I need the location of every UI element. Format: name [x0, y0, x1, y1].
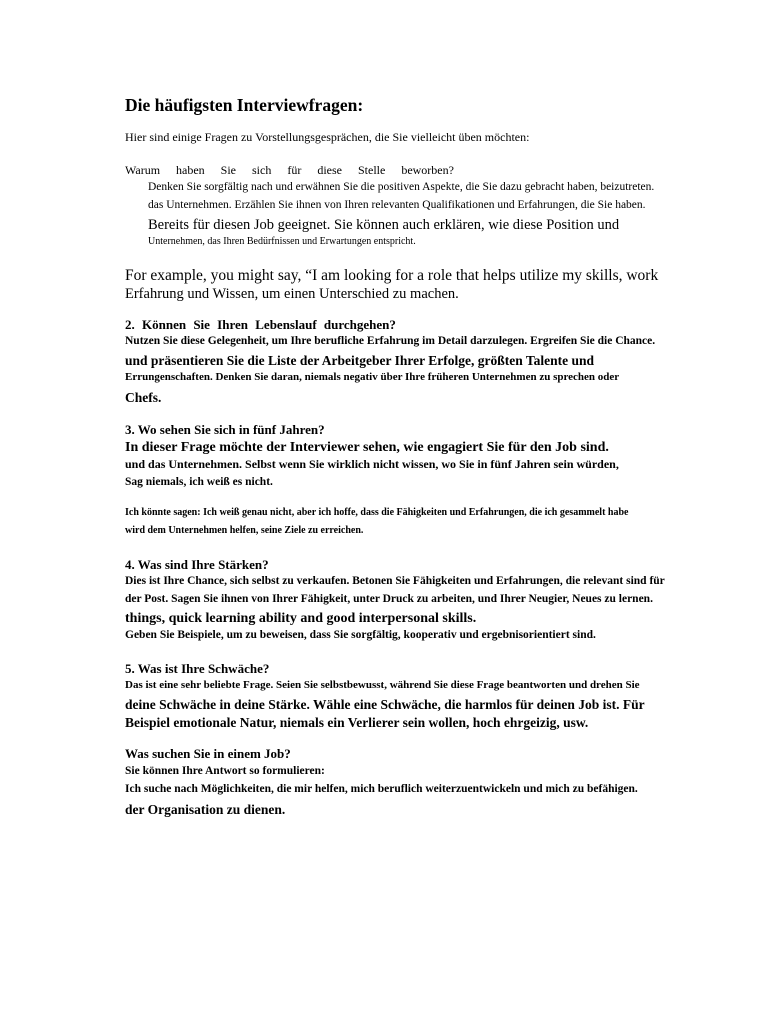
question-2-line-2: und präsentieren Sie die Liste der Arbeitgeber Ihrer Erfolge, größten Talente und: [125, 353, 595, 368]
question-5-line-1: Das ist eine sehr beliebte Frage. Seien Sie selbstbewusst, während Sie diese Frage beantworten und drehen Sie: [125, 679, 640, 691]
question-2-heading: 2. Können Sie Ihren Lebenslauf durchgehen?: [125, 317, 396, 332]
question-3-example-line-1: Ich könnte sagen: Ich weiß genau nicht, aber ich hoffe, dass die Fähigkeiten und Erfahrungen, die ich gesammelt habe: [125, 507, 629, 518]
question-4-line-2: der Post. Sagen Sie ihnen von Ihrer Fähigkeit, unter Druck zu arbeiten, und Ihrer Neugier, Neues zu lernen.: [125, 593, 653, 605]
question-6-line-2: Ich suche nach Möglichkeiten, die mir helfen, mich beruflich weiterzuentwickeln und mich zu befähigen.: [125, 783, 638, 795]
question-4-line-3: things, quick learning ability and good interpersonal skills.: [125, 611, 477, 626]
question-3-example-line-2: wird dem Unternehmen helfen, seine Ziele zu erreichen.: [125, 525, 364, 536]
question-3-heading: 3. Wo sehen Sie sich in fünf Jahren?: [125, 422, 325, 437]
question-5-line-2: deine Schwäche in deine Stärke. Wähle eine Schwäche, die harmlos für deinen Job ist. Für: [125, 697, 645, 712]
question-4-line-1: Dies ist Ihre Chance, sich selbst zu verkaufen. Betonen Sie Fähigkeiten und Erfahrungen, die relevant sind für: [125, 575, 665, 587]
question-6-line-1: Sie können Ihre Antwort so formulieren:: [125, 765, 325, 777]
question-3-line-3: Sag niemals, ich weiß es nicht.: [125, 476, 273, 488]
question-6-heading: Was suchen Sie in einem Job?: [125, 746, 291, 761]
question-2-line-1: Nutzen Sie diese Gelegenheit, um Ihre berufliche Erfahrung im Detail darzulegen. Ergreifen Sie die Chance.: [125, 335, 656, 347]
question-6-line-3: der Organisation zu dienen.: [125, 802, 286, 817]
question-3-line-2: und das Unternehmen. Selbst wenn Sie wirklich nicht wissen, wo Sie in fünf Jahren sein würden,: [125, 457, 619, 471]
question-1-example-line-1: For example, you might say, “I am looking for a role that helps utilize my skills, work: [125, 267, 659, 284]
question-1-line-2: das Unternehmen. Erzählen Sie ihnen von Ihren relevanten Qualifikationen und Erfahrungen, die Sie haben.: [148, 199, 646, 211]
question-4-line-4: Geben Sie Beispiele, um zu beweisen, dass Sie sorgfältig, kooperativ und ergebnisorientiert sind.: [125, 629, 596, 641]
question-1-line-4: Unternehmen, das Ihren Bedürfnissen und Erwartungen entspricht.: [148, 236, 416, 247]
question-2-line-4: Chefs.: [125, 390, 162, 405]
question-4-heading: 4. Was sind Ihre Stärken?: [125, 557, 269, 572]
question-1-line-3: Bereits für diesen Job geeignet. Sie können auch erklären, wie diese Position und: [148, 217, 620, 233]
intro-text: Hier sind einige Fragen zu Vorstellungsgesprächen, die Sie vielleicht üben möchten:: [125, 130, 530, 144]
document-title: Die häufigsten Interviewfragen:: [125, 95, 364, 115]
question-5-heading: 5. Was ist Ihre Schwäche?: [125, 661, 270, 676]
question-3-line-1: In dieser Frage möchte der Interviewer sehen, wie engagiert Sie für den Job sind.: [125, 440, 609, 455]
question-1-heading: Warum haben Sie sich für diese Stelle beworben?: [125, 163, 454, 177]
question-5-line-3: Beispiel emotionale Natur, niemals ein Verlierer sein wollen, hoch ehrgeizig, usw.: [125, 715, 589, 730]
question-1-line-1: Denken Sie sorgfältig nach und erwähnen Sie die positiven Aspekte, die Sie dazu gebracht haben, beizutreten.: [148, 181, 655, 193]
question-1-example-line-2: Erfahrung und Wissen, um einen Unterschied zu machen.: [125, 286, 459, 302]
question-2-line-3: Errungenschaften. Denken Sie daran, niemals negativ über Ihre früheren Unternehmen zu sprechen oder: [125, 371, 620, 383]
